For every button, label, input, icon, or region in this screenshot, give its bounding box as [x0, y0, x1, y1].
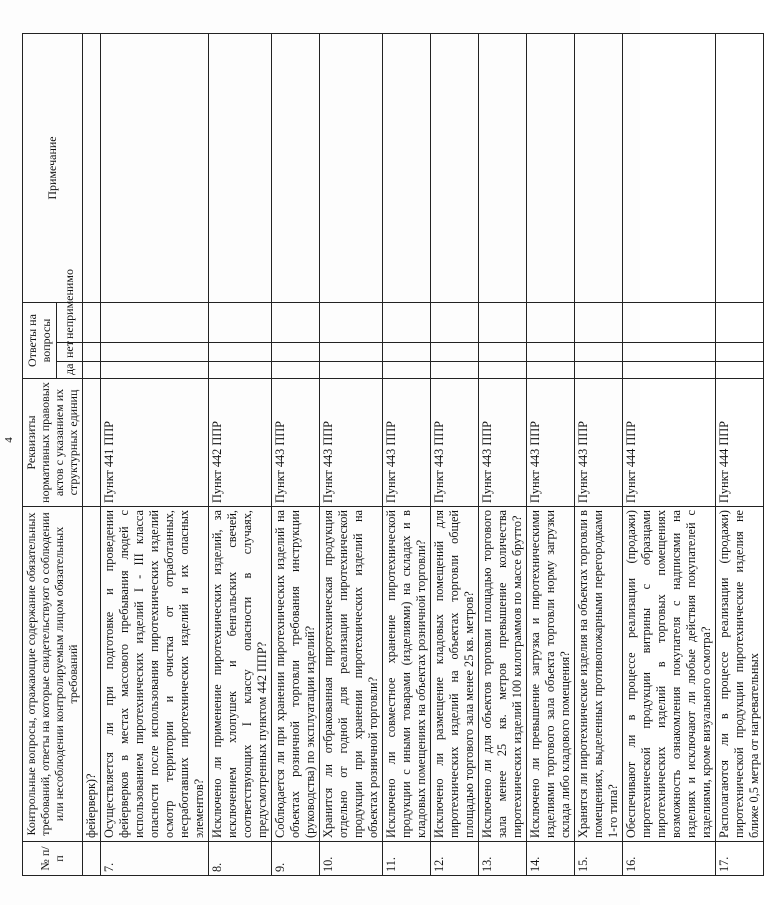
answer-no-cell[interactable]: [82, 343, 100, 362]
table-row: [715, 34, 763, 876]
row-reference: Пункт 443 ППР: [526, 379, 574, 507]
answer-no-cell[interactable]: [208, 343, 271, 362]
note-cell[interactable]: [82, 34, 100, 303]
table-row: [100, 34, 208, 876]
row-reference: Пункт 443 ППР: [271, 379, 319, 507]
row-number: 7.: [100, 842, 208, 876]
row-number: [82, 842, 100, 876]
note-cell[interactable]: [382, 34, 430, 303]
row-number: 17.: [715, 842, 763, 876]
row-number: 14.: [526, 842, 574, 876]
row-number: 9.: [271, 842, 319, 876]
answer-no-cell[interactable]: [622, 343, 715, 362]
row-number: 10.: [319, 842, 382, 876]
row-number: 8.: [208, 842, 271, 876]
note-cell[interactable]: [430, 34, 478, 303]
header-num: № п/п: [23, 842, 83, 876]
row-number: 13.: [478, 842, 526, 876]
note-cell[interactable]: [478, 34, 526, 303]
answer-no-cell[interactable]: [715, 343, 763, 362]
answer-no-cell[interactable]: [100, 343, 208, 362]
row-reference: Пункт 444 ППР: [622, 379, 715, 507]
answer-yes-cell[interactable]: [430, 362, 478, 379]
answer-yes-cell[interactable]: [271, 362, 319, 379]
answer-na-cell[interactable]: [271, 303, 319, 343]
note-cell[interactable]: [319, 34, 382, 303]
row-question: Располагаются ли в процессе реализации (продажи) пиротехнической продукции пиротехнические изделия не ближе 0,5 метра от нагревательных: [715, 507, 763, 842]
row-reference: Пункт 443 ППР: [430, 379, 478, 507]
row-reference: Пункт 443 ППР: [478, 379, 526, 507]
answer-yes-cell[interactable]: [478, 362, 526, 379]
note-cell[interactable]: [271, 34, 319, 303]
row-question: Исключено ли размещение кладовых помещений для пиротехнических изделий на объектах торговли общей площадью торгового зала менее 25 кв. метров?: [430, 507, 478, 842]
table-row: [382, 34, 430, 876]
table-row: [622, 34, 715, 876]
row-question: Исключено ли превышение загрузка и пиротехническими изделиями торгового зала объекта торговли норму загрузки склада либо кладового помещения?: [526, 507, 574, 842]
answer-yes-cell[interactable]: [622, 362, 715, 379]
answer-na-cell[interactable]: [526, 303, 574, 343]
row-reference: Пункт 444 ППР: [715, 379, 763, 507]
table-row: [478, 34, 526, 876]
header-refs: Реквизиты нормативных правовых актов с указанием их структурных единиц: [23, 379, 83, 507]
answer-yes-cell[interactable]: [100, 362, 208, 379]
row-number: 12.: [430, 842, 478, 876]
row-reference: Пункт 442 ППР: [208, 379, 271, 507]
answer-na-cell[interactable]: [622, 303, 715, 343]
answer-na-cell[interactable]: [82, 303, 100, 343]
row-reference: Пункт 443 ППР: [319, 379, 382, 507]
answer-yes-cell[interactable]: [319, 362, 382, 379]
row-question: Исключено ли применение пиротехнических изделий, за исключением хлопушек и бенгальских свечей, соответствующих I классу опасности в случаях, предусмотренных пунктом 442 ППР?: [208, 507, 271, 842]
note-cell[interactable]: [622, 34, 715, 303]
answer-no-cell[interactable]: [430, 343, 478, 362]
row-number: 15.: [574, 842, 622, 876]
note-cell[interactable]: [100, 34, 208, 303]
row-number: 16.: [622, 842, 715, 876]
table-row: [319, 34, 382, 876]
row-question: Соблюдается ли при хранении пиротехнических изделий на объектах розничной торговли требования инструкции (руководства) по эксплуатации изделий?: [271, 507, 319, 842]
header-na: неприменимо: [56, 303, 82, 343]
answer-na-cell[interactable]: [478, 303, 526, 343]
row-number: 11.: [382, 842, 430, 876]
table-row: [271, 34, 319, 876]
answer-yes-cell[interactable]: [82, 362, 100, 379]
row-question: Хранится ли отбракованная пиротехническая продукция отдельно от годной для реализации пиротехнической продукции при хранении пиротехнических изделий на объектах розничной торговли?: [319, 507, 382, 842]
answer-na-cell[interactable]: [208, 303, 271, 343]
answer-no-cell[interactable]: [382, 343, 430, 362]
answer-yes-cell[interactable]: [715, 362, 763, 379]
header-yes: да: [56, 362, 82, 379]
row-reference: Пункт 443 ППР: [574, 379, 622, 507]
answer-yes-cell[interactable]: [574, 362, 622, 379]
row-question: Обеспечивают ли в процессе реализации (продажи) пиротехнической продукции витрины с образцами пиротехнических изделий в торговых помещениях возможность ознакомления покупателя с надписями на изделиях и исключают ли любые действия покупателей с изделиями, кроме визуального осмотра?: [622, 507, 715, 842]
table-row: [526, 34, 574, 876]
answer-na-cell[interactable]: [574, 303, 622, 343]
row-question: фейерверк)?: [82, 507, 100, 842]
page-number: 4: [2, 437, 15, 443]
row-reference: Пункт 441 ППР: [100, 379, 208, 507]
header-question: Контрольные вопросы, отражающие содержание обязательных требований, ответы на которые свидетельствуют о соблюдении или несоблюдении контролируемым лицом обязательных требований: [23, 507, 83, 842]
answer-no-cell[interactable]: [574, 343, 622, 362]
table-row: [430, 34, 478, 876]
answer-na-cell[interactable]: [319, 303, 382, 343]
table-row: [82, 34, 100, 876]
answer-yes-cell[interactable]: [382, 362, 430, 379]
table-row: [574, 34, 622, 876]
header-row-1: [23, 34, 57, 876]
row-reference: Пункт 443 ППР: [382, 379, 430, 507]
header-no: нет: [56, 343, 82, 362]
answer-na-cell[interactable]: [430, 303, 478, 343]
note-cell[interactable]: [574, 34, 622, 303]
answer-no-cell[interactable]: [271, 343, 319, 362]
answer-no-cell[interactable]: [478, 343, 526, 362]
answer-na-cell[interactable]: [100, 303, 208, 343]
rotated-table-container: [22, 34, 761, 876]
header-note: Примечание: [23, 34, 83, 303]
answer-yes-cell[interactable]: [526, 362, 574, 379]
note-cell[interactable]: [715, 34, 763, 303]
checklist-table: [22, 33, 764, 876]
answer-na-cell[interactable]: [382, 303, 430, 343]
header-answers: Ответы на вопросы: [23, 303, 57, 379]
note-cell[interactable]: [526, 34, 574, 303]
row-question: Хранятся ли пиротехнические изделия на объектах торговли в помещениях, выделенных противопожарными перегородками 1-го типа?: [574, 507, 622, 842]
row-question: Осуществляется ли при подготовке и проведении фейерверков в местах массового пребывания людей с использованием пиротехнических изделий I - III класса опасности после использования пиротехнических изделий осмотр территории и очистка от отработанных, несработавших пиротехнических изделий и их опасных элементов?: [100, 507, 208, 842]
answer-na-cell[interactable]: [715, 303, 763, 343]
row-reference: [82, 379, 100, 507]
table-row: [208, 34, 271, 876]
table-body: [82, 34, 763, 876]
answer-no-cell[interactable]: [319, 343, 382, 362]
answer-no-cell[interactable]: [526, 343, 574, 362]
note-cell[interactable]: [208, 34, 271, 303]
answer-yes-cell[interactable]: [208, 362, 271, 379]
row-question: Исключено ли совместное хранение пиротехнической продукции с иными товарами (изделиями) на складах и в кладовых помещениях на объектах розничной торговли?: [382, 507, 430, 842]
row-question: Исключено ли для объектов торговли площадью торгового зала менее 25 кв. метров превышение количества пиротехнических изделий 100 килограммов по массе брутто?: [478, 507, 526, 842]
